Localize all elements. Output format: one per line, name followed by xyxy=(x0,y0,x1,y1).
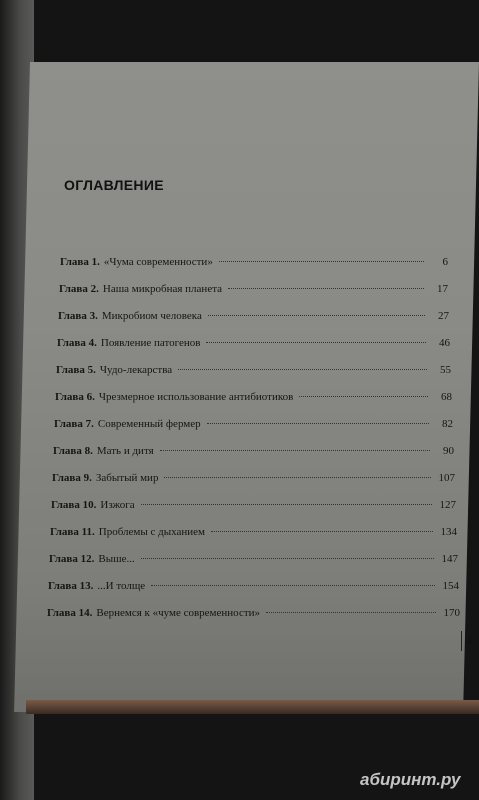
toc-leader-dots xyxy=(219,261,424,262)
page-number: 3 xyxy=(466,635,473,647)
toc-chapter-label: Глава 5. xyxy=(56,364,96,376)
toc-page-number: 127 xyxy=(439,499,456,511)
toc-chapter-label: Глава 3. xyxy=(58,310,98,322)
toc-row xyxy=(47,607,460,621)
toc-page-number: 107 xyxy=(438,472,455,484)
toc-chapter-label: Глава 14. xyxy=(47,607,93,619)
toc-leader-dots xyxy=(206,342,426,343)
toc-leader-dots xyxy=(207,423,429,424)
toc-row xyxy=(51,499,456,513)
toc-leader-dots xyxy=(266,612,436,613)
toc-row xyxy=(57,337,450,351)
toc-chapter-title: Микробиом человека xyxy=(101,310,202,322)
toc-row xyxy=(50,526,457,540)
toc-chapter-label: Глава 4. xyxy=(57,337,97,349)
toc-leader-dots xyxy=(211,531,433,532)
toc-page-number: 68 xyxy=(441,391,452,403)
toc-chapter-label: Глава 9. xyxy=(52,472,92,484)
toc-page-number: 6 xyxy=(442,256,448,268)
toc-chapter-title: Современный фермер xyxy=(97,418,201,430)
toc-leader-dots xyxy=(141,504,432,505)
toc-chapter-label: Глава 13. xyxy=(48,580,94,592)
toc-row xyxy=(48,580,459,594)
toc-leader-dots xyxy=(164,477,431,478)
toc-leader-dots xyxy=(299,396,428,397)
toc-row xyxy=(56,364,451,378)
toc-page-number: 46 xyxy=(439,337,450,349)
toc-row xyxy=(49,553,458,567)
toc-chapter-title: Появление патогенов xyxy=(100,337,201,349)
toc-chapter-title: Мать и дитя xyxy=(96,445,154,457)
toc-leader-dots xyxy=(178,369,427,370)
toc-chapter-title: Вернемся к «чуме современности» xyxy=(96,607,261,619)
toc-page-number: 55 xyxy=(440,364,451,376)
toc-chapter-title: Проблемы с дыханием xyxy=(98,526,205,538)
toc-chapter-title: Выше... xyxy=(98,553,135,565)
toc-leader-dots xyxy=(160,450,430,451)
toc-chapter-title: Чрезмерное использование антибиотиков xyxy=(98,391,294,403)
page-title: ОГЛАВЛЕНИЕ xyxy=(64,177,164,193)
toc-leader-dots xyxy=(151,585,435,586)
toc-chapter-title: Забытый мир xyxy=(95,472,159,484)
toc-page-number: 134 xyxy=(440,526,457,538)
toc-page-number: 154 xyxy=(442,580,459,592)
toc-chapter-label: Глава 12. xyxy=(49,553,95,565)
toc-chapter-title: ...И толще xyxy=(97,580,146,592)
toc-chapter-label: Глава 10. xyxy=(51,499,97,511)
toc-row xyxy=(53,445,454,459)
toc-chapter-label: Глава 8. xyxy=(53,445,93,457)
toc-chapter-label: Глава 11. xyxy=(50,526,95,538)
toc-row xyxy=(60,256,448,270)
toc-leader-dots xyxy=(228,288,424,289)
toc-chapter-title: Изжога xyxy=(100,499,135,511)
toc-chapter-title: Наша микробная планета xyxy=(102,283,223,295)
toc-row xyxy=(55,391,452,405)
toc-leader-dots xyxy=(208,315,425,316)
toc-chapter-label: Глава 6. xyxy=(55,391,95,403)
page-bottom-edge xyxy=(26,700,479,714)
toc-row xyxy=(58,310,449,324)
toc-page-number: 27 xyxy=(438,310,449,322)
toc-page-number: 170 xyxy=(443,607,460,619)
toc-row xyxy=(59,283,448,297)
toc-row xyxy=(54,418,453,432)
toc-page-number: 17 xyxy=(437,283,448,295)
toc-page-number: 90 xyxy=(443,445,454,457)
page-number-divider xyxy=(461,631,462,651)
toc-chapter-label: Глава 2. xyxy=(59,283,99,295)
toc-chapter-label: Глава 7. xyxy=(54,418,94,430)
toc-chapter-title: «Чума современности» xyxy=(103,256,213,268)
toc-chapter-label: Глава 1. xyxy=(60,256,100,268)
toc-leader-dots xyxy=(141,558,434,559)
toc-page-number: 147 xyxy=(441,553,458,565)
toc-chapter-title: Чудо-лекарства xyxy=(99,364,173,376)
watermark-logo: абиринт.ру xyxy=(360,770,461,789)
toc-page-number: 82 xyxy=(442,418,453,430)
toc-row xyxy=(52,472,455,486)
